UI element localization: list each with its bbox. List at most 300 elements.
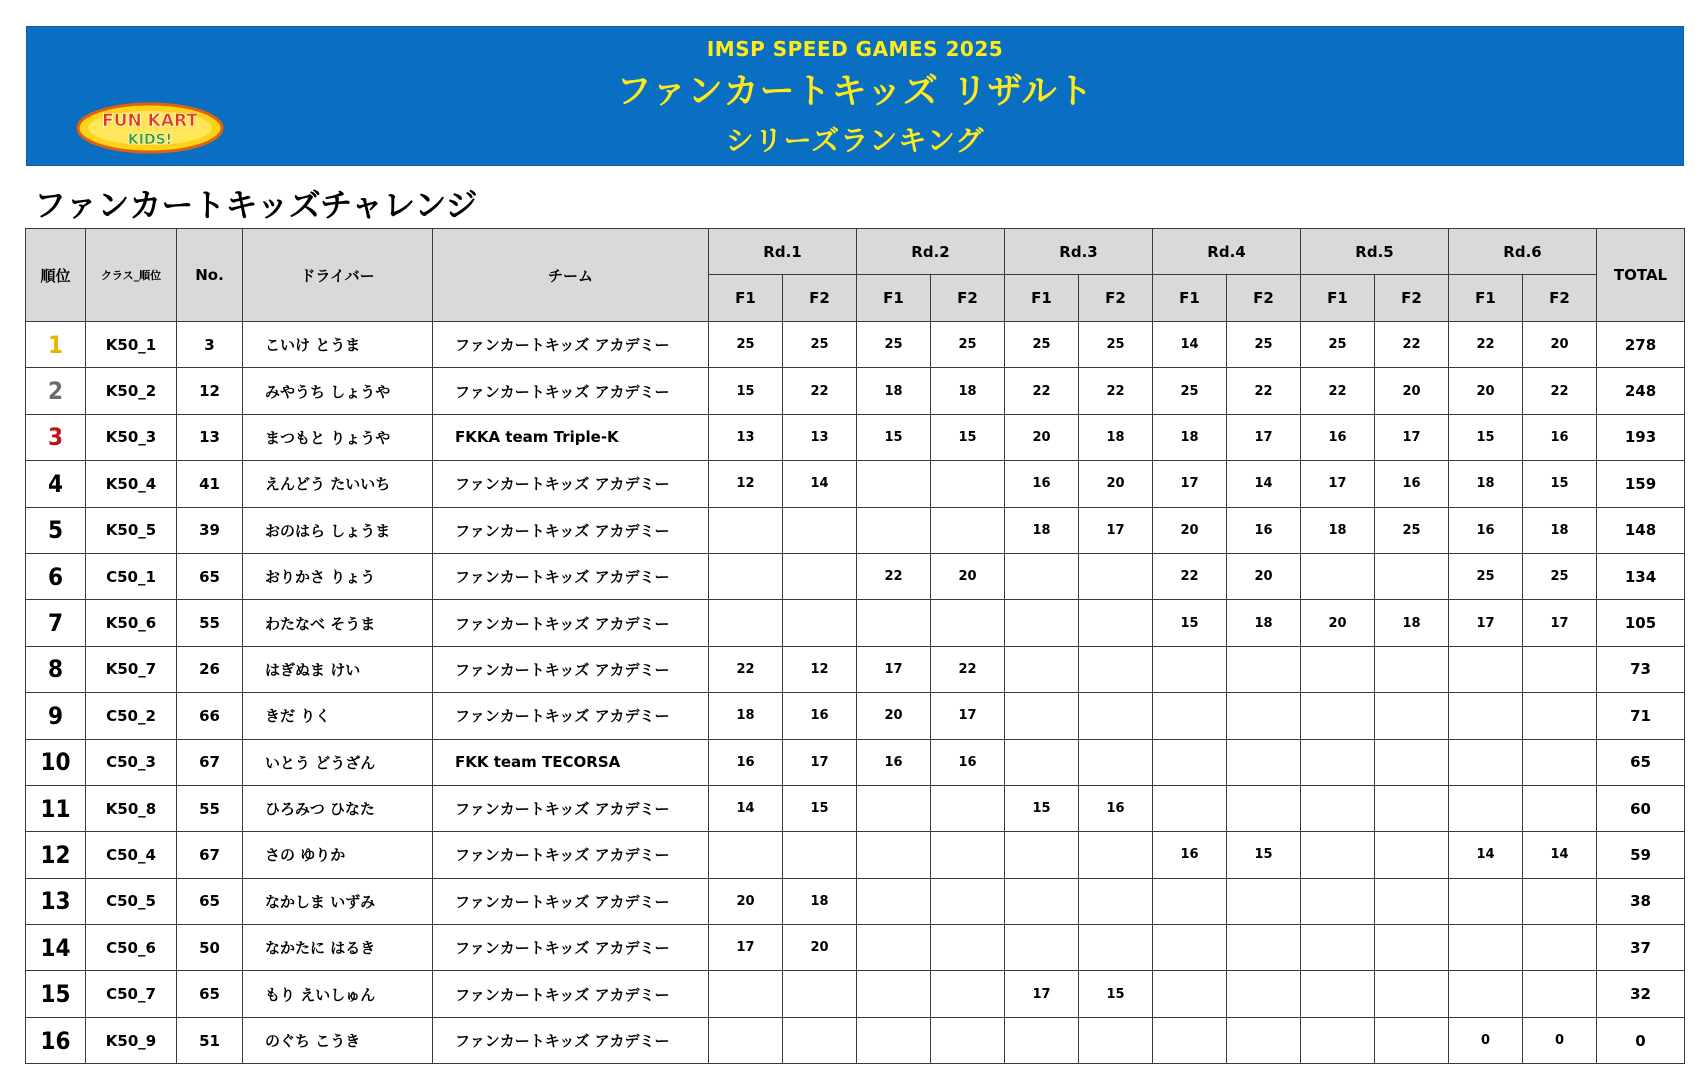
rank-cell: 2 <box>26 368 86 414</box>
score-cell <box>709 553 783 599</box>
team-cell: ファンカートキッズ アカデミー <box>433 368 709 414</box>
score-cell <box>1005 832 1079 878</box>
score-cell <box>1449 646 1523 692</box>
score-cell: 16 <box>1375 461 1449 507</box>
score-cell <box>1375 553 1449 599</box>
score-cell <box>931 1017 1005 1063</box>
col-header-heat-f2: F2 <box>931 275 1005 322</box>
score-cell: 18 <box>1079 414 1153 460</box>
score-cell: 13 <box>783 414 857 460</box>
class-rank-cell: K50_8 <box>86 785 177 831</box>
header-row-rounds <box>26 229 1685 275</box>
score-cell <box>709 507 783 553</box>
score-cell <box>1079 1017 1153 1063</box>
score-cell: 18 <box>1449 461 1523 507</box>
team-cell: ファンカートキッズ アカデミー <box>433 600 709 646</box>
score-cell: 20 <box>1449 368 1523 414</box>
number-cell: 3 <box>177 322 243 368</box>
score-cell <box>1375 1017 1449 1063</box>
score-cell <box>1375 925 1449 971</box>
score-cell: 18 <box>783 878 857 924</box>
score-cell: 16 <box>1153 832 1227 878</box>
score-cell <box>1375 739 1449 785</box>
score-cell <box>931 925 1005 971</box>
score-cell <box>1079 925 1153 971</box>
score-cell <box>1301 693 1375 739</box>
total-cell: 60 <box>1597 785 1685 831</box>
total-cell: 134 <box>1597 553 1685 599</box>
col-header-heat-f1: F1 <box>857 275 931 322</box>
score-cell <box>709 971 783 1017</box>
section-title: ファンカートキッズチャレンジ <box>34 186 478 224</box>
score-cell: 18 <box>1375 600 1449 646</box>
score-cell <box>1301 925 1375 971</box>
team-cell: ファンカートキッズ アカデミー <box>433 971 709 1017</box>
score-cell <box>1301 553 1375 599</box>
rank-cell: 14 <box>26 925 86 971</box>
score-cell: 22 <box>709 646 783 692</box>
total-cell: 248 <box>1597 368 1685 414</box>
score-cell <box>1449 739 1523 785</box>
col-header-rd3: Rd.3 <box>1005 229 1153 275</box>
score-cell <box>1523 693 1597 739</box>
score-cell: 25 <box>1005 322 1079 368</box>
score-cell: 17 <box>1005 971 1079 1017</box>
total-cell: 59 <box>1597 832 1685 878</box>
score-cell: 18 <box>1005 507 1079 553</box>
class-rank-cell: K50_9 <box>86 1017 177 1063</box>
score-cell: 17 <box>931 693 1005 739</box>
score-cell <box>1227 785 1301 831</box>
col-header-heat-f1: F1 <box>1301 275 1375 322</box>
score-cell: 25 <box>1301 322 1375 368</box>
col-header-heat-f2: F2 <box>1227 275 1301 322</box>
score-cell: 16 <box>931 739 1005 785</box>
score-cell <box>1449 878 1523 924</box>
score-cell: 0 <box>1523 1017 1597 1063</box>
score-cell <box>1153 785 1227 831</box>
score-cell: 22 <box>857 553 931 599</box>
number-cell: 65 <box>177 971 243 1017</box>
score-cell <box>1227 693 1301 739</box>
score-cell <box>857 878 931 924</box>
driver-cell: おのはら しょうま <box>243 507 433 553</box>
score-cell <box>783 1017 857 1063</box>
class-rank-cell: C50_2 <box>86 693 177 739</box>
rank-cell: 15 <box>26 971 86 1017</box>
col-header-heat-f2: F2 <box>1523 275 1597 322</box>
score-cell <box>1153 971 1227 1017</box>
score-cell: 25 <box>1523 553 1597 599</box>
number-cell: 51 <box>177 1017 243 1063</box>
score-cell: 20 <box>1227 553 1301 599</box>
score-cell <box>1079 693 1153 739</box>
driver-cell: なかたに はるき <box>243 925 433 971</box>
rank-cell: 1 <box>26 322 86 368</box>
number-cell: 55 <box>177 600 243 646</box>
table-row <box>26 693 1685 739</box>
score-cell <box>857 461 931 507</box>
score-cell: 16 <box>783 693 857 739</box>
rank-cell: 9 <box>26 693 86 739</box>
score-cell: 16 <box>1227 507 1301 553</box>
score-cell: 25 <box>1375 507 1449 553</box>
score-cell <box>1375 878 1449 924</box>
score-cell <box>709 1017 783 1063</box>
table-row <box>26 739 1685 785</box>
rank-cell: 10 <box>26 739 86 785</box>
score-cell: 20 <box>1079 461 1153 507</box>
table-row <box>26 832 1685 878</box>
rank-cell: 6 <box>26 553 86 599</box>
col-header-heat-f2: F2 <box>1375 275 1449 322</box>
results-title: ファンカートキッズ リザルト <box>616 72 1094 112</box>
score-cell: 18 <box>1301 507 1375 553</box>
score-cell: 17 <box>1301 461 1375 507</box>
col-header-rd4: Rd.4 <box>1153 229 1301 275</box>
total-cell: 38 <box>1597 878 1685 924</box>
col-header-heat-f2: F2 <box>783 275 857 322</box>
score-cell <box>1301 739 1375 785</box>
score-cell: 20 <box>709 878 783 924</box>
score-cell <box>1227 971 1301 1017</box>
score-cell: 14 <box>1449 832 1523 878</box>
score-cell: 22 <box>1523 368 1597 414</box>
table-row <box>26 368 1685 414</box>
class-rank-cell: K50_6 <box>86 600 177 646</box>
number-cell: 65 <box>177 878 243 924</box>
score-cell <box>709 600 783 646</box>
score-cell: 22 <box>931 646 1005 692</box>
score-cell <box>1005 739 1079 785</box>
score-cell: 22 <box>1449 322 1523 368</box>
score-cell <box>857 600 931 646</box>
score-cell: 14 <box>1153 322 1227 368</box>
score-cell <box>1227 739 1301 785</box>
score-cell <box>1375 785 1449 831</box>
score-cell: 15 <box>1449 414 1523 460</box>
score-cell: 13 <box>709 414 783 460</box>
score-cell: 15 <box>1079 971 1153 1017</box>
score-cell: 20 <box>1005 414 1079 460</box>
score-cell: 22 <box>1153 553 1227 599</box>
col-header-team: チーム <box>433 229 709 322</box>
driver-cell: まつもと りょうや <box>243 414 433 460</box>
score-cell: 15 <box>857 414 931 460</box>
score-cell <box>1301 785 1375 831</box>
score-cell: 17 <box>1153 461 1227 507</box>
col-header-heat-f2: F2 <box>1079 275 1153 322</box>
score-cell: 17 <box>1079 507 1153 553</box>
score-cell <box>1079 739 1153 785</box>
score-cell: 17 <box>1449 600 1523 646</box>
total-cell: 278 <box>1597 322 1685 368</box>
score-cell <box>931 507 1005 553</box>
col-header-heat-f1: F1 <box>1153 275 1227 322</box>
score-cell <box>931 461 1005 507</box>
driver-cell: おりかさ りょう <box>243 553 433 599</box>
driver-cell: もり えいしゅん <box>243 971 433 1017</box>
driver-cell: のぐち こうき <box>243 1017 433 1063</box>
score-cell <box>1301 832 1375 878</box>
driver-cell: なかしま いずみ <box>243 878 433 924</box>
number-cell: 67 <box>177 832 243 878</box>
table-row <box>26 646 1685 692</box>
score-cell: 16 <box>1523 414 1597 460</box>
score-cell <box>1301 971 1375 1017</box>
team-cell: ファンカートキッズ アカデミー <box>433 878 709 924</box>
series-ranking-subtitle: シリーズランキング <box>725 124 985 157</box>
score-cell <box>1523 971 1597 1017</box>
table-row <box>26 1017 1685 1063</box>
rank-cell: 11 <box>26 785 86 831</box>
score-cell <box>1005 925 1079 971</box>
svg-text:KIDS!: KIDS! <box>127 132 173 148</box>
score-cell <box>1301 878 1375 924</box>
score-cell <box>857 832 931 878</box>
class-rank-cell: K50_5 <box>86 507 177 553</box>
results-table <box>25 228 1685 1064</box>
score-cell <box>857 925 931 971</box>
total-cell: 0 <box>1597 1017 1685 1063</box>
event-name: IMSP SPEED GAMES 2025 <box>706 37 1004 61</box>
score-cell <box>1079 600 1153 646</box>
score-cell: 15 <box>1523 461 1597 507</box>
score-cell: 20 <box>1301 600 1375 646</box>
score-cell <box>783 507 857 553</box>
col-header-rd6: Rd.6 <box>1449 229 1597 275</box>
class-rank-cell: C50_6 <box>86 925 177 971</box>
score-cell: 17 <box>1523 600 1597 646</box>
team-cell: FKKA team Triple-K <box>433 414 709 460</box>
score-cell: 15 <box>931 414 1005 460</box>
score-cell: 25 <box>1153 368 1227 414</box>
driver-cell: いとう どうざん <box>243 739 433 785</box>
number-cell: 66 <box>177 693 243 739</box>
score-cell <box>1005 600 1079 646</box>
score-cell <box>1523 739 1597 785</box>
score-cell: 12 <box>709 461 783 507</box>
score-cell: 18 <box>1523 507 1597 553</box>
score-cell: 14 <box>1523 832 1597 878</box>
rank-cell: 4 <box>26 461 86 507</box>
score-cell <box>1449 971 1523 1017</box>
score-cell <box>1153 878 1227 924</box>
score-cell <box>1227 878 1301 924</box>
total-cell: 71 <box>1597 693 1685 739</box>
col-header-rd5: Rd.5 <box>1301 229 1449 275</box>
team-cell: FKK team TECORSA <box>433 739 709 785</box>
number-cell: 13 <box>177 414 243 460</box>
col-header-heat-f1: F1 <box>1449 275 1523 322</box>
team-cell: ファンカートキッズ アカデミー <box>433 832 709 878</box>
score-cell: 18 <box>709 693 783 739</box>
score-cell: 16 <box>1301 414 1375 460</box>
score-cell <box>1005 693 1079 739</box>
score-cell: 15 <box>709 368 783 414</box>
score-cell: 22 <box>783 368 857 414</box>
col-header-driver: ドライバー <box>243 229 433 322</box>
score-cell <box>783 832 857 878</box>
col-header-rank: 順位 <box>26 229 86 322</box>
score-cell: 22 <box>1375 322 1449 368</box>
score-cell <box>1005 553 1079 599</box>
score-cell: 15 <box>1005 785 1079 831</box>
score-cell <box>783 971 857 1017</box>
col-header-number: No. <box>177 229 243 322</box>
score-cell: 16 <box>1079 785 1153 831</box>
number-cell: 41 <box>177 461 243 507</box>
col-header-heat-f1: F1 <box>709 275 783 322</box>
table-row <box>26 507 1685 553</box>
team-cell: ファンカートキッズ アカデミー <box>433 461 709 507</box>
score-cell: 17 <box>857 646 931 692</box>
score-cell: 25 <box>783 322 857 368</box>
score-cell <box>857 785 931 831</box>
rank-cell: 7 <box>26 600 86 646</box>
score-cell: 25 <box>1079 322 1153 368</box>
score-cell: 20 <box>1153 507 1227 553</box>
score-cell: 15 <box>1227 832 1301 878</box>
number-cell: 26 <box>177 646 243 692</box>
rank-cell: 5 <box>26 507 86 553</box>
score-cell: 25 <box>709 322 783 368</box>
team-cell: ファンカートキッズ アカデミー <box>433 925 709 971</box>
rank-cell: 3 <box>26 414 86 460</box>
score-cell <box>1449 693 1523 739</box>
score-cell: 20 <box>931 553 1005 599</box>
number-cell: 65 <box>177 553 243 599</box>
score-cell <box>857 507 931 553</box>
score-cell: 17 <box>1375 414 1449 460</box>
col-header-rd2: Rd.2 <box>857 229 1005 275</box>
rank-cell: 12 <box>26 832 86 878</box>
total-cell: 159 <box>1597 461 1685 507</box>
score-cell <box>931 971 1005 1017</box>
score-cell <box>1227 925 1301 971</box>
header-banner <box>26 26 1684 166</box>
table-row <box>26 971 1685 1017</box>
score-cell <box>1153 1017 1227 1063</box>
driver-cell: きだ りく <box>243 693 433 739</box>
score-cell <box>1375 646 1449 692</box>
score-cell <box>1375 832 1449 878</box>
class-rank-cell: C50_3 <box>86 739 177 785</box>
score-cell: 20 <box>1375 368 1449 414</box>
score-cell: 14 <box>709 785 783 831</box>
score-cell <box>1301 646 1375 692</box>
driver-cell: みやうち しょうや <box>243 368 433 414</box>
score-cell <box>1375 693 1449 739</box>
score-cell: 25 <box>1449 553 1523 599</box>
score-cell <box>783 600 857 646</box>
score-cell <box>1449 785 1523 831</box>
score-cell: 18 <box>1227 600 1301 646</box>
number-cell: 67 <box>177 739 243 785</box>
score-cell: 12 <box>783 646 857 692</box>
driver-cell: わたなべ そうま <box>243 600 433 646</box>
table-row <box>26 785 1685 831</box>
score-cell <box>1079 646 1153 692</box>
score-cell <box>1153 646 1227 692</box>
score-cell: 18 <box>1153 414 1227 460</box>
col-header-class-rank: クラス_順位 <box>86 229 177 322</box>
number-cell: 50 <box>177 925 243 971</box>
score-cell <box>1449 925 1523 971</box>
table-row <box>26 600 1685 646</box>
table-row <box>26 553 1685 599</box>
score-cell <box>931 878 1005 924</box>
score-cell <box>1227 1017 1301 1063</box>
score-cell: 22 <box>1301 368 1375 414</box>
table-row <box>26 461 1685 507</box>
number-cell: 55 <box>177 785 243 831</box>
score-cell <box>1005 646 1079 692</box>
total-cell: 32 <box>1597 971 1685 1017</box>
score-cell: 22 <box>1005 368 1079 414</box>
score-cell: 16 <box>709 739 783 785</box>
score-cell: 20 <box>1523 322 1597 368</box>
score-cell: 18 <box>857 368 931 414</box>
score-cell <box>1301 1017 1375 1063</box>
team-cell: ファンカートキッズ アカデミー <box>433 646 709 692</box>
driver-cell: ひろみつ ひなた <box>243 785 433 831</box>
rank-cell: 16 <box>26 1017 86 1063</box>
score-cell: 17 <box>783 739 857 785</box>
total-cell: 105 <box>1597 600 1685 646</box>
total-cell: 65 <box>1597 739 1685 785</box>
score-cell <box>1523 785 1597 831</box>
score-cell <box>1079 553 1153 599</box>
class-rank-cell: K50_4 <box>86 461 177 507</box>
driver-cell: はぎぬま けい <box>243 646 433 692</box>
table-row <box>26 878 1685 924</box>
score-cell <box>1153 739 1227 785</box>
total-cell: 193 <box>1597 414 1685 460</box>
score-cell: 14 <box>1227 461 1301 507</box>
score-cell <box>1227 646 1301 692</box>
table-row <box>26 322 1685 368</box>
score-cell: 22 <box>1079 368 1153 414</box>
score-cell <box>1153 693 1227 739</box>
table-row <box>26 925 1685 971</box>
score-cell <box>857 971 931 1017</box>
score-cell <box>1375 971 1449 1017</box>
class-rank-cell: K50_7 <box>86 646 177 692</box>
team-cell: ファンカートキッズ アカデミー <box>433 785 709 831</box>
score-cell <box>1523 878 1597 924</box>
score-cell: 25 <box>1227 322 1301 368</box>
score-cell: 20 <box>783 925 857 971</box>
rank-cell: 8 <box>26 646 86 692</box>
score-cell <box>1523 646 1597 692</box>
rank-cell: 13 <box>26 878 86 924</box>
class-rank-cell: K50_2 <box>86 368 177 414</box>
class-rank-cell: C50_5 <box>86 878 177 924</box>
score-cell <box>1005 1017 1079 1063</box>
score-cell: 25 <box>931 322 1005 368</box>
score-cell <box>783 553 857 599</box>
team-cell: ファンカートキッズ アカデミー <box>433 553 709 599</box>
table-row <box>26 414 1685 460</box>
score-cell <box>1153 925 1227 971</box>
class-rank-cell: C50_4 <box>86 832 177 878</box>
score-cell <box>709 832 783 878</box>
class-rank-cell: K50_1 <box>86 322 177 368</box>
score-cell <box>931 600 1005 646</box>
total-cell: 148 <box>1597 507 1685 553</box>
score-cell: 25 <box>857 322 931 368</box>
